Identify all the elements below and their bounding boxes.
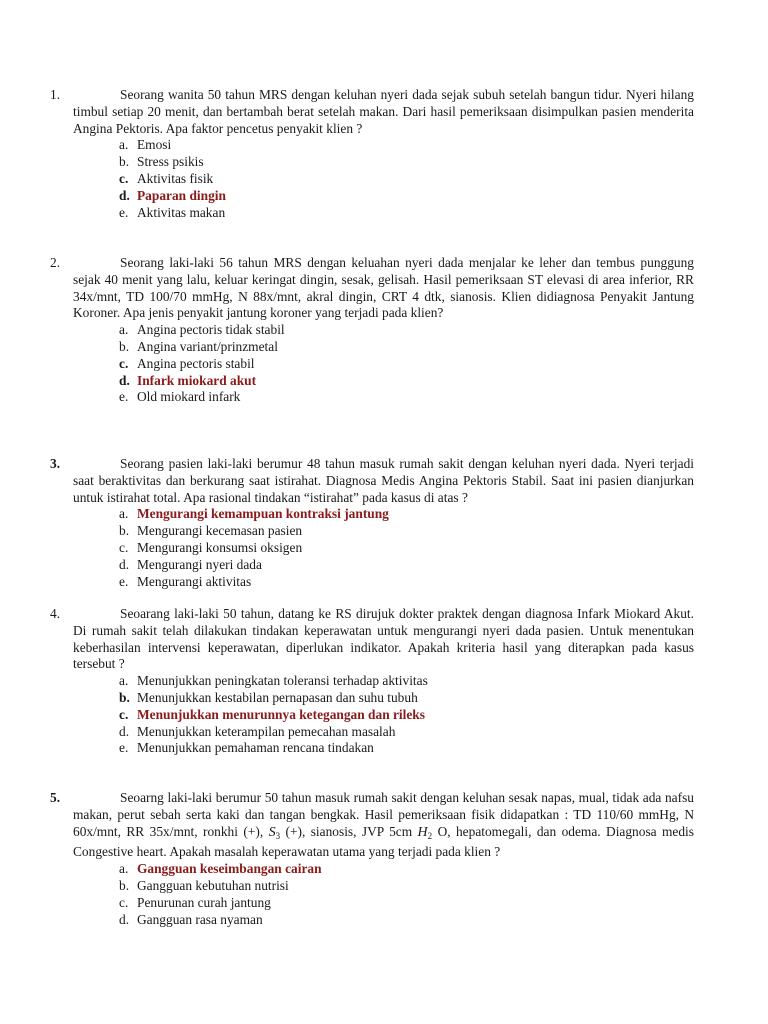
question-text: Seoarang laki-laki 50 tahun, datang ke RS dirujuk dokter praktek dengan diagnosa Infark Miokard Akut. Di rumah sakit telah dilakukan tindakan keperawatan untuk mengurangi nyeri dada pasien. Untuk menentukan keberhasilan intervensi keperawatan, diperlukan indikator. Apakah kriteria hasil yang diterapkan pada kasus tersebut ? (73, 606, 694, 672)
option-letter: e. (119, 573, 129, 589)
option-text: Stress psikis (137, 154, 204, 170)
option-a (119, 673, 694, 690)
option-text: Gangguan kebutuhan nutrisi (137, 877, 289, 893)
option-text: Aktivitas fisik (137, 170, 214, 186)
question-3 (50, 456, 694, 590)
option-text: Angina variant/prinzmetal (137, 338, 278, 354)
option-letter: a. (119, 673, 129, 689)
option-text: Menunjukkan kestabilan pernapasan dan suhu tubuh (137, 689, 418, 705)
option-d (119, 557, 694, 574)
math-subscript: 2 (427, 830, 433, 841)
option-letter: b. (119, 689, 130, 705)
question-4 (50, 606, 694, 757)
option-c (119, 895, 694, 912)
option-a (119, 137, 694, 154)
option-b (119, 523, 694, 540)
option-e (119, 740, 694, 757)
question-text-part: Seoarng laki-laki berumur 50 tahun masuk rumah sakit dengan keluhan sesak napas, mual, tidak ada nafsu makan, perut sebah serta kaki dan tangan bengkak. Hasil pemeriksaan fisik didapatkan : TD 110/60 mmHg, N 60x/mnt, RR 35x/mnt, ronkhi (+), (73, 790, 694, 839)
option-letter: d. (119, 911, 130, 927)
option-letter: d. (119, 372, 130, 388)
option-text: Angina pectoris tidak stabil (137, 322, 285, 338)
question-text: Seorang wanita 50 tahun MRS dengan keluhan nyeri dada sejak subuh setelah bangun tidur. Nyeri hilang timbul setiap 20 menit, dan bertambah berat setelah makan. Dari hasil pemeriksaan disimpulkan pasien menderita Angina Pektoris. Apa faktor pencetus penyakit klien ? (73, 87, 694, 136)
option-letter: a. (119, 506, 129, 522)
question-number: 4. (50, 606, 61, 621)
option-text: Mengurangi kecemasan pasien (137, 523, 303, 539)
math-letter: S (268, 824, 276, 840)
option-letter: e. (119, 204, 129, 220)
option-text: Menunjukkan peningkatan toleransi terhadap aktivitas (137, 673, 428, 689)
option-letter: b. (119, 523, 130, 539)
question-text-part: O, hepatomegali, dan odema. Diagnosa medis Congestive heart. Apakah masalah keperawatan utama yang terjadi pada klien ? (73, 823, 694, 860)
option-a-correct-answer (119, 506, 694, 523)
answer-options (119, 137, 694, 221)
question-number: 2. (50, 255, 61, 270)
math-s3-symbol (269, 825, 281, 840)
option-c (119, 356, 694, 373)
option-text: Old miokard infark (137, 389, 241, 405)
option-text: Menunjukkan pemahaman rencana tindakan (137, 740, 374, 756)
option-text: Gangguan rasa nyaman (137, 911, 263, 927)
option-letter: e. (119, 389, 129, 405)
option-text: Menunjukkan menurunnya ketegangan dan rileks (137, 706, 425, 722)
option-letter: a. (119, 861, 129, 877)
option-c-correct-answer (119, 707, 694, 724)
option-text: Mengurangi aktivitas (137, 573, 252, 589)
option-letter: c. (119, 706, 129, 722)
option-text: Menunjukkan keterampilan pemecahan masalah (137, 723, 396, 739)
option-b (119, 339, 694, 356)
option-letter: e. (119, 740, 129, 756)
option-e (119, 389, 694, 406)
option-text: Aktivitas makan (137, 204, 226, 220)
option-letter: d. (119, 556, 130, 572)
question-1 (50, 87, 694, 221)
option-a (119, 322, 694, 339)
math-letter: H (417, 824, 428, 840)
math-h2-symbol (418, 825, 433, 840)
answer-options (119, 322, 694, 406)
question-number: 1. (50, 87, 61, 102)
option-d-correct-answer (119, 373, 694, 390)
question-number: 3. (50, 456, 61, 471)
option-text: Angina pectoris stabil (137, 355, 255, 371)
option-letter: b. (119, 877, 130, 893)
question-text: Seorang pasien laki-laki berumur 48 tahun masuk rumah sakit dengan keluhan nyeri dada. Nyeri terjadi saat beraktivitas dan berkurang saat istirahat. Diagnosa Medis Angina Pektoris Stabil. Saat ini pasien dianjurkan untuk istirahat total. Apa rasional tindakan “istirahat” pada kasus di atas ? (73, 456, 694, 505)
option-e (119, 205, 694, 222)
option-d-correct-answer (119, 188, 694, 205)
option-b (119, 154, 694, 171)
math-subscript: 3 (275, 830, 281, 841)
option-text: Paparan dingin (137, 187, 226, 203)
option-b (119, 690, 694, 707)
question-number: 5. (50, 790, 61, 805)
question-5 (50, 790, 694, 928)
option-d (119, 724, 694, 741)
question-text: Seorang laki-laki 56 tahun MRS dengan keluahan nyeri dada menjalar ke leher dan tembus punggung sejak 40 menit yang lalu, keluar keringat dingin, sesak, gelisah. Hasil pemeriksaan ST elevasi di area inferior, RR 34x/mnt, TD 100/70 mmHg, N 88x/mnt, akral dingin, CRT 4 dtk, sianosis. Klien didiagnosa Penyakit Jantung Koroner. Apa jenis penyakit jantung koroner yang terjadi pada klien? (73, 255, 694, 321)
option-letter: c. (119, 355, 129, 371)
option-letter: c. (119, 894, 129, 910)
option-a-correct-answer (119, 861, 694, 878)
option-letter: c. (119, 170, 129, 186)
option-c (119, 171, 694, 188)
option-text: Mengurangi kemampuan kontraksi jantung (137, 506, 389, 522)
option-text: Gangguan keseimbangan cairan (137, 861, 322, 877)
option-letter: a. (119, 322, 129, 338)
option-letter: d. (119, 187, 130, 203)
option-b (119, 878, 694, 895)
option-d (119, 912, 694, 929)
option-text: Infark miokard akut (137, 372, 257, 388)
answer-options (119, 673, 694, 757)
question-text (73, 790, 694, 861)
option-text: Penurunan curah jantung (137, 894, 271, 910)
option-letter: d. (119, 723, 130, 739)
option-c (119, 540, 694, 557)
option-letter: b. (119, 154, 130, 170)
question-2 (50, 255, 694, 406)
option-letter: b. (119, 338, 130, 354)
option-letter: a. (119, 137, 129, 153)
answer-options (119, 506, 694, 590)
option-e (119, 574, 694, 591)
option-text: Mengurangi konsumsi oksigen (137, 539, 303, 555)
option-letter: c. (119, 539, 129, 555)
answer-options (119, 861, 694, 928)
question-text-part: (+), sianosis, JVP 5cm (285, 823, 413, 839)
option-text: Emosi (137, 137, 172, 153)
option-text: Mengurangi nyeri dada (137, 556, 262, 572)
